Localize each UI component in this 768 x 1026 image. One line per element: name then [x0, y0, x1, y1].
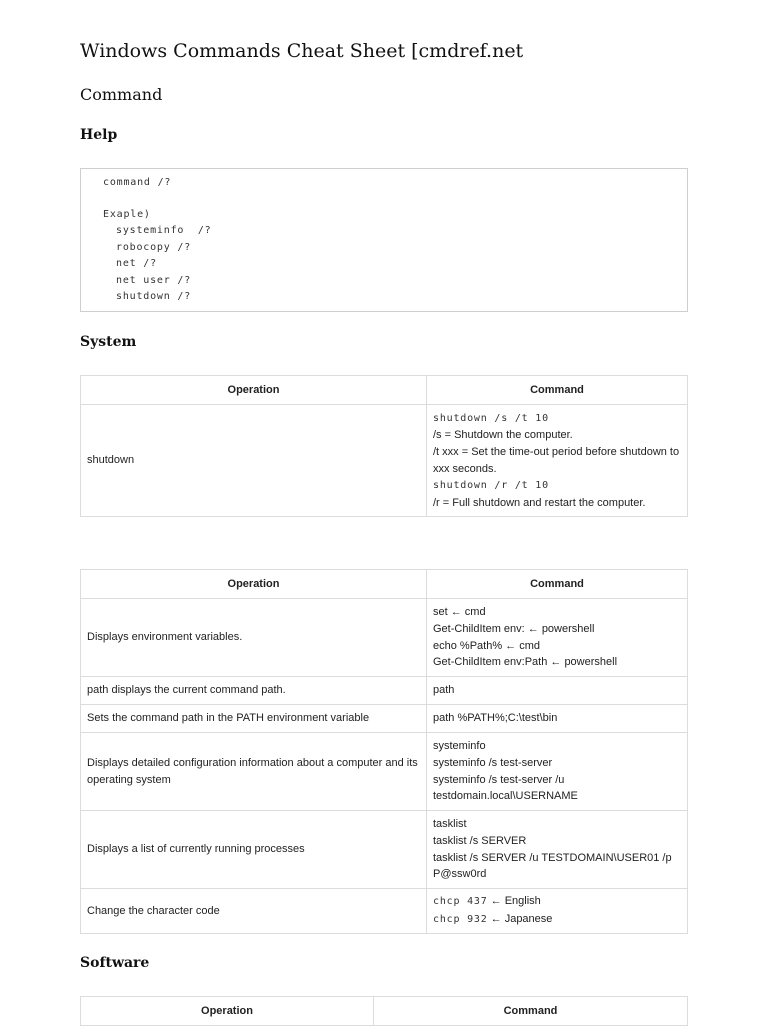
software-commands-table: [80, 996, 688, 1026]
column-header-command: Command: [427, 376, 688, 405]
code-line: systeminfo /?: [116, 225, 212, 236]
command-cell: [427, 811, 688, 889]
table-header-row: [81, 376, 688, 405]
page-title: Windows Commands Cheat Sheet [cmdref.net: [80, 40, 524, 62]
code-line: Exaple): [103, 209, 151, 220]
operation-cell: Displays environment variables.: [81, 599, 427, 677]
column-header-command: Command: [427, 570, 688, 599]
column-header-operation: Operation: [81, 376, 427, 405]
command-line: systeminfo /s test-server /u testdomain.local\USERNAME: [433, 773, 578, 803]
section-heading-help: Help: [80, 127, 118, 143]
help-code-block: [80, 168, 688, 312]
command-line: Get-ChildItem env:Path ← powershell: [433, 656, 618, 669]
section-heading-command: Command: [80, 85, 163, 104]
command-line: tasklist /s SERVER: [433, 834, 527, 847]
code-line: robocopy /?: [116, 242, 192, 253]
operation-cell: Displays detailed configuration information about a computer and its operating system: [81, 733, 427, 811]
table-row: [81, 733, 688, 811]
table-row: [81, 599, 688, 677]
column-header-operation: Operation: [81, 997, 374, 1026]
operation-cell: path displays the current command path.: [81, 677, 427, 705]
command-line: Get-ChildItem env: ← powershell: [433, 622, 595, 635]
operation-cell: Sets the command path in the PATH environment variable: [81, 705, 427, 733]
table-header-row: [81, 997, 688, 1026]
command-cell: [427, 677, 688, 705]
operation-cell: Displays a list of currently running processes: [81, 811, 427, 889]
table-row: [81, 677, 688, 705]
table-row: [81, 889, 688, 934]
table-header-row: [81, 570, 688, 599]
command-note: ← English: [490, 895, 541, 908]
command-line: systeminfo: [433, 740, 486, 753]
command-line: tasklist: [433, 818, 467, 831]
column-header-command: Command: [374, 997, 688, 1026]
table-row: [81, 705, 688, 733]
table-row: [81, 811, 688, 889]
command-cell: [427, 599, 688, 677]
command-code: chcp 932: [433, 914, 488, 925]
command-description: /r = Full shutdown and restart the computer.: [433, 496, 646, 509]
table-row: [81, 405, 688, 517]
command-code: shutdown /s /t 10: [433, 412, 549, 424]
command-code: chcp 437: [433, 896, 488, 908]
command-cell: [427, 405, 688, 517]
command-line: systeminfo /s test-server: [433, 756, 553, 769]
command-cell: [427, 733, 688, 811]
command-line: set ← cmd: [433, 606, 486, 619]
code-line: net user /?: [116, 275, 192, 286]
column-header-operation: Operation: [81, 570, 427, 599]
command-line: path %PATH%;C:\test\bin: [433, 712, 558, 725]
command-line: tasklist /s SERVER /u TESTDOMAIN\USER01 /p P@ssw0rd: [433, 851, 672, 881]
code-line: command /?: [103, 177, 172, 188]
system-commands-table: [80, 375, 688, 517]
command-note: ← Japanese: [490, 913, 553, 925]
code-line: shutdown /?: [116, 291, 192, 302]
command-cell: [427, 889, 688, 934]
section-heading-system: System: [80, 334, 137, 350]
command-code: shutdown /r /t 10: [433, 480, 549, 492]
operation-cell: shutdown: [81, 405, 427, 517]
command-line: path: [433, 684, 455, 697]
section-heading-software: Software: [80, 955, 150, 971]
operation-cell: Change the character code: [81, 889, 427, 934]
environment-commands-table: [80, 569, 688, 934]
command-cell: [427, 705, 688, 733]
command-description: /s = Shutdown the computer.: [433, 429, 573, 442]
command-description: /t xxx = Set the time-out period before shutdown to xxx seconds.: [433, 445, 680, 475]
code-line: net /?: [116, 258, 157, 269]
command-line: echo %Path% ← cmd: [433, 639, 540, 652]
